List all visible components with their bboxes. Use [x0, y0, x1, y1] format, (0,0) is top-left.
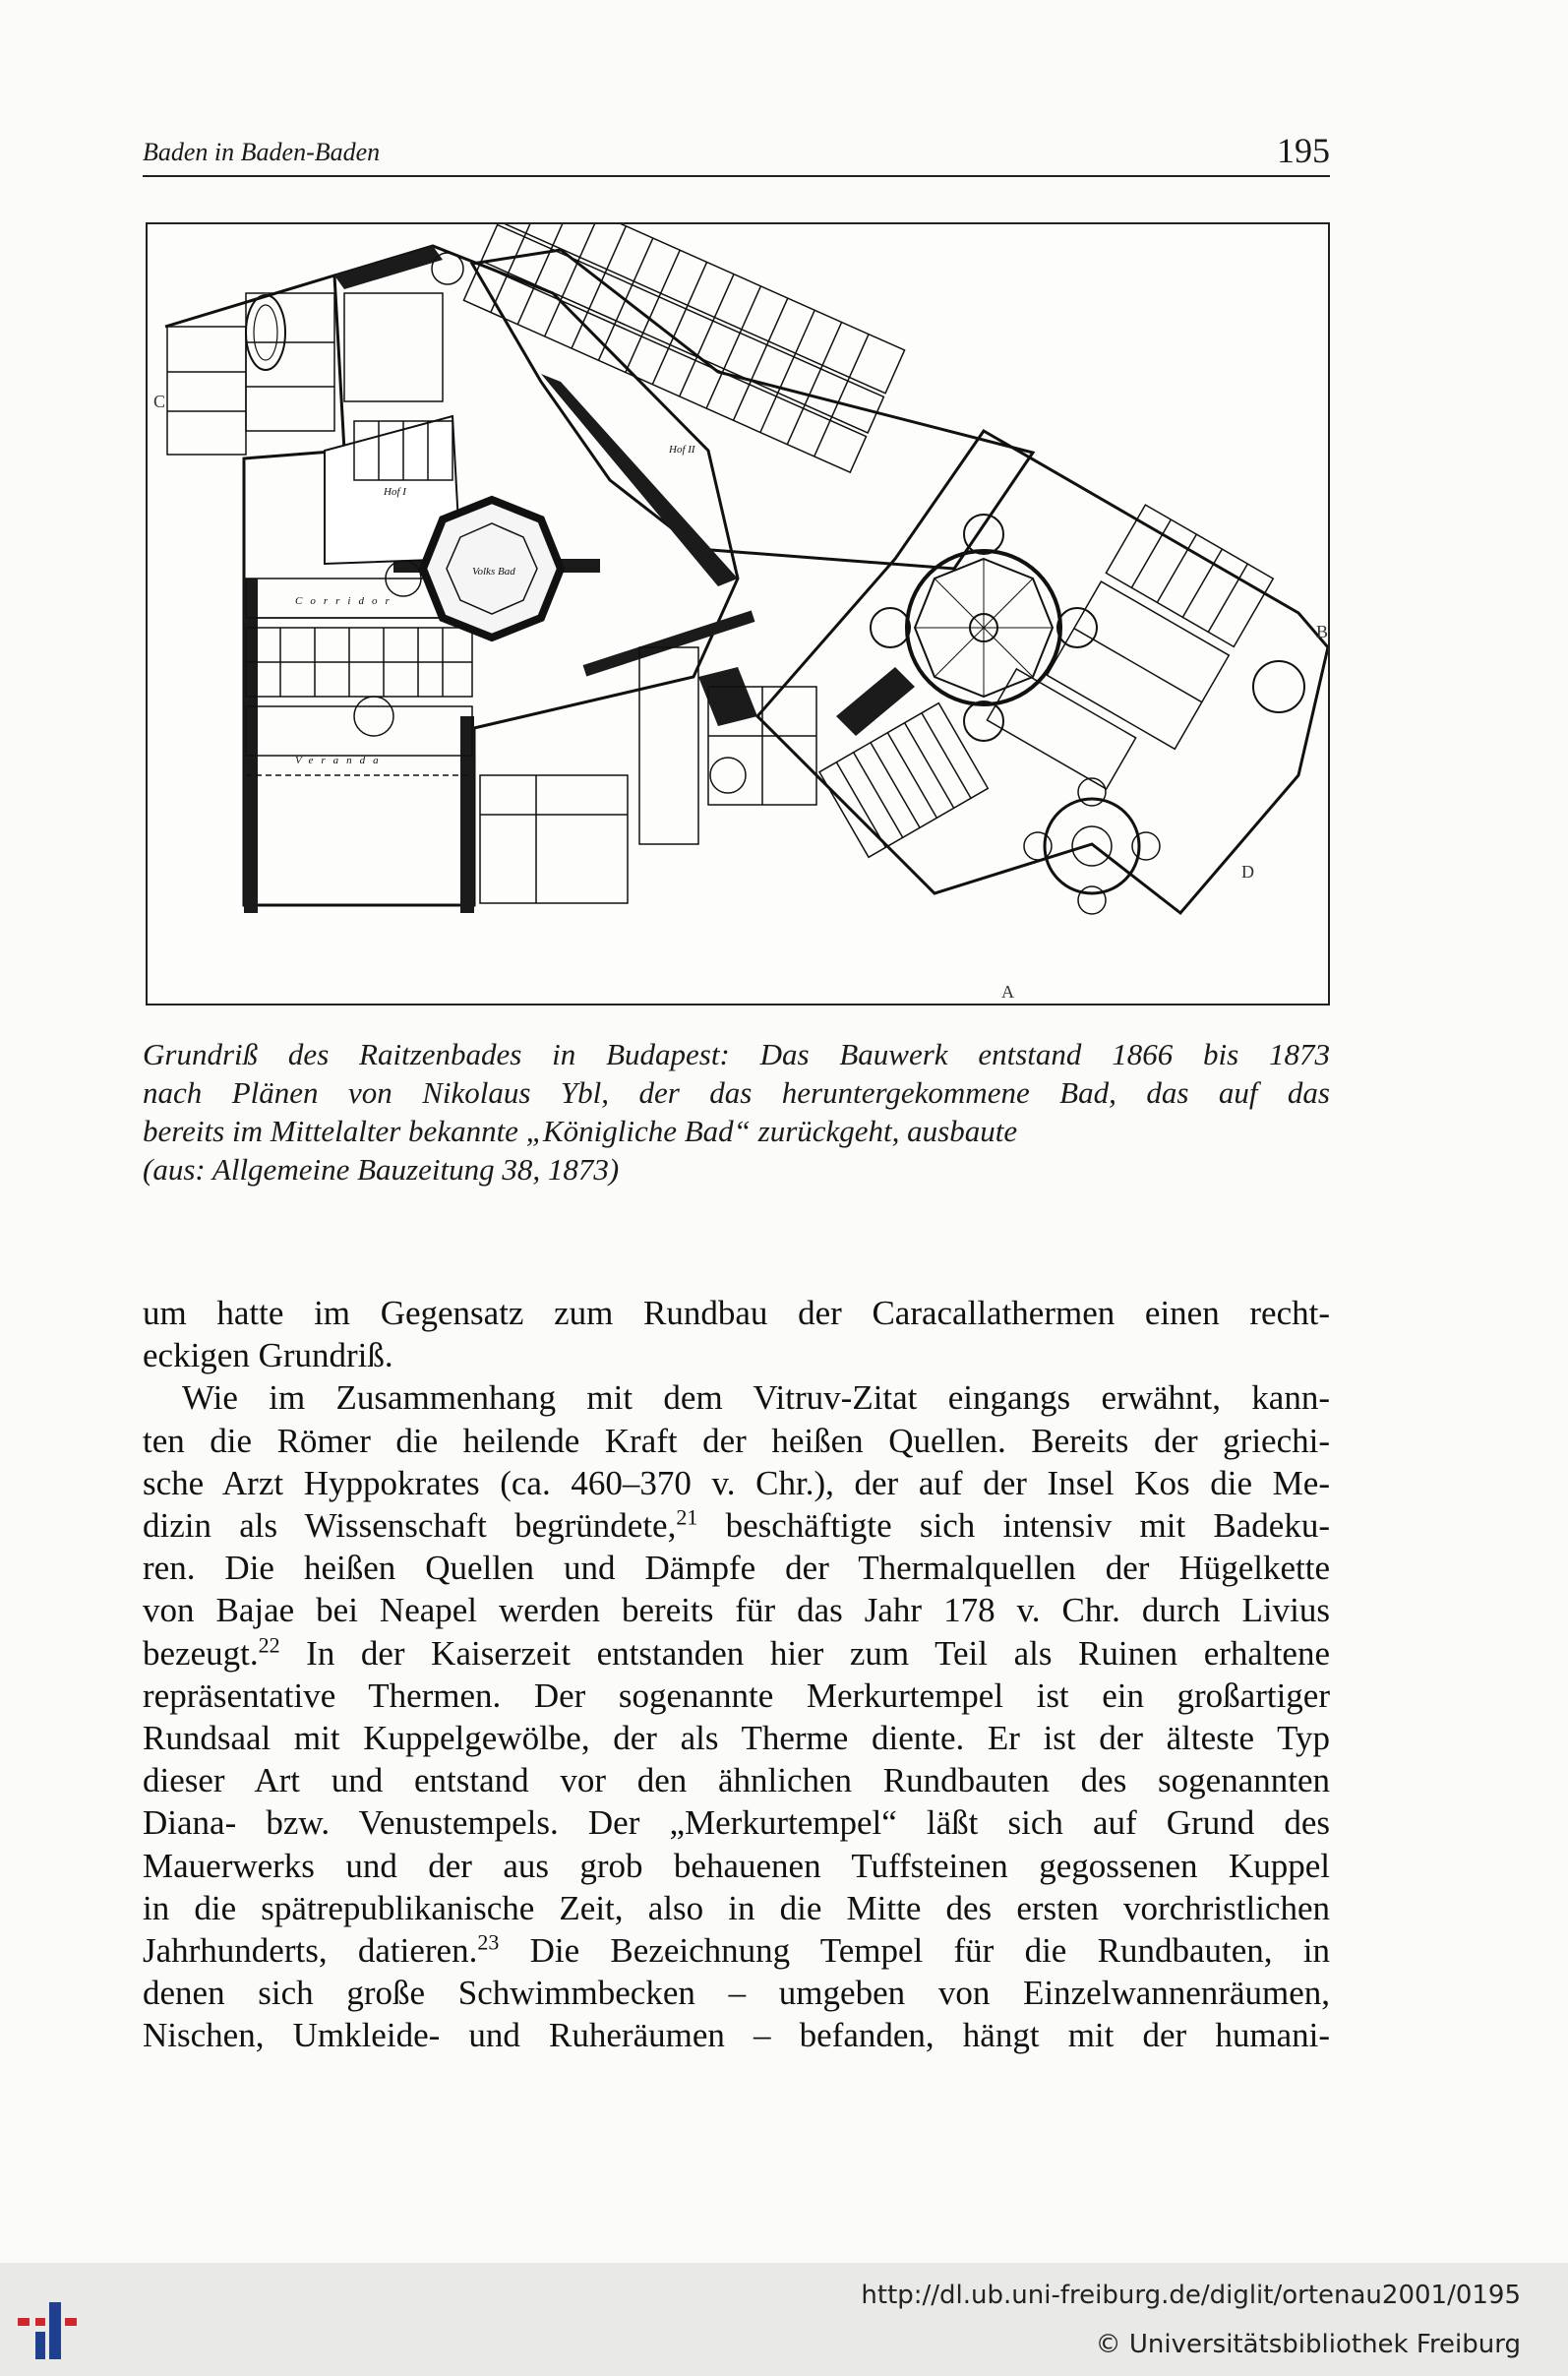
text-line: sche Arzt Hyppokrates (ca. 460–370 v. Chr.), der auf der Insel Kos die Me- — [143, 1463, 1330, 1502]
text-line — [143, 1929, 1330, 1972]
text-line: ten die Römer die heilende Kraft der heißen Quellen. Bereits der griechi- — [143, 1421, 1330, 1460]
text-line: dieser Art und entstand vor den ähnlichen Rundbauten des sogenannten — [143, 1761, 1330, 1800]
running-header — [143, 128, 1330, 177]
text-line: von Bajae bei Neapel werden bereits für das Jahr 178 v. Chr. durch Livius — [143, 1591, 1330, 1630]
viewer-footer — [0, 2263, 1568, 2376]
caption-line: nach Plänen von Nikolaus Ybl, der das heruntergekommene Bad, das auf das — [143, 1075, 1330, 1110]
plan-label-corridor: Corridor — [295, 595, 397, 607]
running-title: Baden in Baden-Baden — [143, 138, 381, 166]
caption-line: Grundriß des Raitzenbades in Budapest: Das Bauwerk entstand 1866 bis 1873 — [143, 1037, 1330, 1071]
plan-letter-c: C — [153, 392, 166, 411]
plan-letter-a: A — [1001, 982, 1014, 1002]
text-run: bezeugt. — [143, 1633, 259, 1673]
plan-label-hof1: Hof I — [384, 486, 406, 498]
body-text — [143, 1292, 1330, 2057]
plan-letter-d: D — [1241, 862, 1254, 882]
caption-line: (aus: Allgemeine Bauzeitung 38, 1873) — [143, 1152, 620, 1187]
plan-outline-right — [757, 431, 1328, 913]
text-line: in die spätrepublikanische Zeit, also in die Mitte des ersten vorchristlichen — [143, 1888, 1330, 1927]
text-line: Wie im Zusammenhang mit dem Vitruv-Zitat eingangs erwähnt, kann- — [182, 1378, 1330, 1418]
footnote-ref-21[interactable]: 21 — [676, 1504, 698, 1530]
library-logo-icon — [18, 2285, 96, 2363]
text-run: dizin als Wissenschaft begründete, — [143, 1506, 677, 1546]
figure-caption — [143, 1035, 1330, 1188]
text-line: denen sich große Schwimmbecken – umgeben von Einzelwannenräumen, — [143, 1974, 1330, 2013]
footnote-ref-23[interactable]: 23 — [477, 1929, 500, 1955]
plan-label-veranda: Veranda — [295, 755, 387, 766]
page-number: 195 — [1277, 131, 1330, 170]
floor-plan-drawing — [148, 224, 1328, 1004]
caption-line: bereits im Mittelalter bekannte „Königliche Bad“ zurückgeht, ausbaute — [143, 1114, 1018, 1148]
text-run: In der Kaiserzeit entstanden hier zum Teil als Ruinen erhaltene — [279, 1633, 1330, 1673]
text-line: ren. Die heißen Quellen und Dämpfe der Thermalquellen der Hügelkette — [143, 1549, 1330, 1588]
floor-plan-figure — [146, 222, 1330, 1005]
plan-letter-b: B — [1316, 622, 1329, 641]
copyright-notice: © Universitätsbibliothek Freiburg — [1095, 2330, 1521, 2359]
text-line: Mauerwerks und der aus grob behauenen Tuffsteinen gegossenen Kuppel — [143, 1846, 1330, 1885]
plan-label-hof2: Hof II — [669, 444, 695, 456]
text-run: Die Bezeichnung Tempel für die Rundbauten, in — [499, 1931, 1330, 1971]
text-line: um hatte im Gegensatz zum Rundbau der Caracallathermen einen recht- — [143, 1294, 1330, 1332]
text-run: Jahrhunderts, datieren. — [143, 1931, 478, 1971]
permalink-url[interactable]: http://dl.ub.uni-freiburg.de/diglit/ortenau2001/0195 — [861, 2281, 1521, 2310]
text-run: beschäftigte sich intensiv mit Badeku- — [697, 1506, 1330, 1546]
text-line: eckigen Grundriß. — [143, 1336, 393, 1375]
footnote-ref-22[interactable]: 22 — [258, 1631, 280, 1657]
text-line: Diana- bzw. Venustempels. Der „Merkurtempel“ läßt sich auf Grund des — [143, 1803, 1330, 1843]
text-line — [143, 1632, 1330, 1675]
plan-label-volksbad: Volks Bad — [472, 566, 515, 578]
text-line: Rundsaal mit Kuppelgewölbe, der als Therme diente. Er ist der älteste Typ — [143, 1719, 1330, 1758]
text-line: repräsentative Thermen. Der sogenannte Merkurtempel ist ein großartiger — [143, 1675, 1330, 1715]
text-line: Nischen, Umkleide- und Ruheräumen – befanden, hängt mit der humani- — [143, 2016, 1330, 2055]
text-line — [143, 1504, 1330, 1547]
